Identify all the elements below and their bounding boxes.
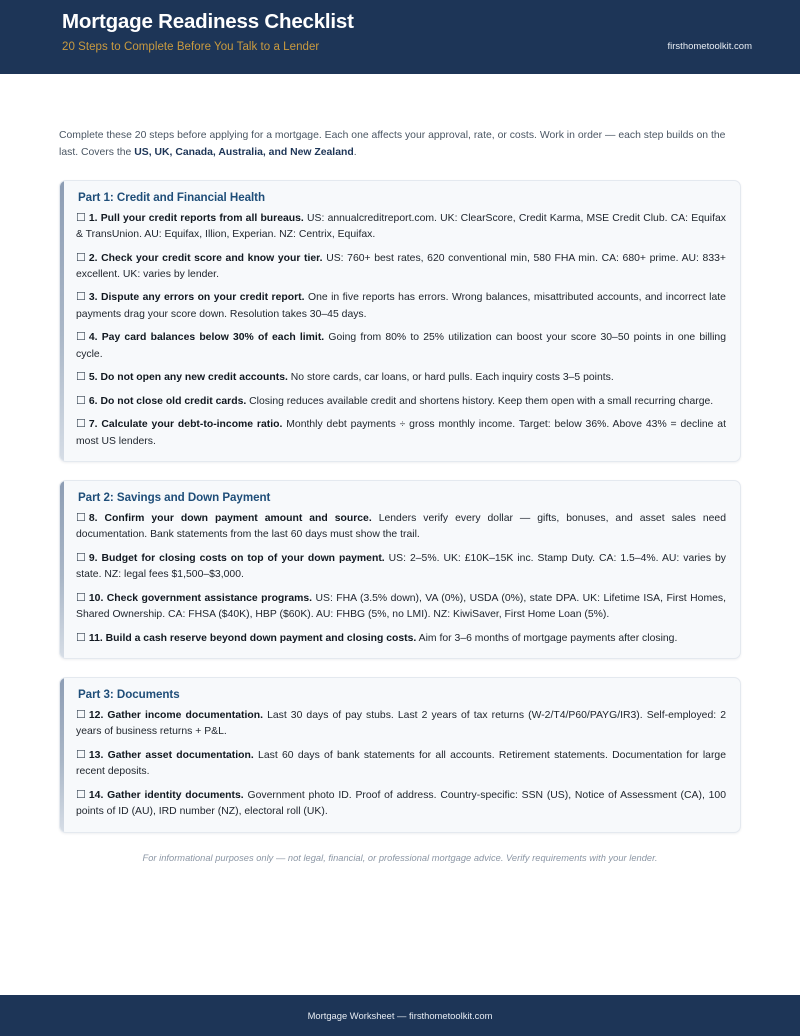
checklist-item[interactable] (76, 590, 726, 624)
checklist-item[interactable] (76, 787, 726, 821)
checklist-item-detail: Going from 80% to 25% utilization can boost your score 30–50 points in one billing cycle. (76, 332, 726, 360)
checkbox-icon[interactable]: ☐ (76, 371, 86, 384)
checklist-item-detail: Monthly debt payments ÷ gross monthly income. Target: below 36%. Above 43% = decline at most US lenders. (76, 419, 726, 447)
checklist-item[interactable] (76, 210, 726, 244)
checklist-item-detail: US: 2–5%. UK: £10K–15K inc. Stamp Duty. CA: 1.5–4%. AU: varies by state. NZ: legal fees $1,500–$3,000. (76, 552, 726, 581)
checklist-item-detail: US: annualcreditreport.com. UK: ClearScore, Credit Karma, MSE Credit Club. CA: Equifax & TransUnion. AU: Equifax, Illion, Experian. NZ: Centrix, Equifax. (76, 212, 726, 241)
checklist-item[interactable] (76, 747, 726, 781)
disclaimer-text: For informational purposes only — not legal, financial, or professional mortgage advice. Verify requirements with your lender. (142, 852, 658, 863)
checklist-item[interactable] (76, 250, 726, 284)
intro-paragraph (59, 128, 741, 162)
checklist-item-title: 1. Pull your credit reports from all bureaus. (88, 212, 304, 224)
checklist-item[interactable] (76, 289, 726, 323)
card-accent-bar (60, 181, 64, 461)
checkbox-icon[interactable]: ☐ (76, 709, 86, 721)
checklist-item-detail: No store cards, car loans, or hard pulls. Each inquiry costs 3–5 points. (290, 372, 614, 384)
section-heading: Part 1: Credit and Financial Health (78, 190, 266, 204)
page-title: Mortgage Readiness Checklist (62, 10, 354, 33)
checklist-card (59, 480, 741, 659)
checklist-item-title: 8. Confirm your down payment amount and source. (88, 512, 372, 524)
checklist-item[interactable] (76, 550, 726, 584)
page-header (0, 0, 800, 74)
intro-text-after: . (353, 146, 357, 158)
checkbox-icon[interactable]: ☐ (76, 788, 86, 801)
checklist-item-detail: US: 760+ best rates, 620 conventional min, 580 FHA min. CA: 680+ prime. AU: 833+ excellent. UK: varies by lender. (76, 252, 726, 280)
intro-countries: US, UK, Canada, Australia, and New Zealand (134, 146, 354, 158)
checklist-item-title: 10. Check government assistance programs. (88, 592, 313, 604)
checklist-item-title: 3. Dispute any errors on your credit report. (88, 292, 305, 304)
checklist-item[interactable] (76, 416, 726, 450)
checklist-item[interactable] (76, 510, 726, 544)
checkbox-icon[interactable]: ☐ (76, 211, 86, 224)
checklist-card (59, 180, 741, 462)
checkbox-icon[interactable]: ☐ (76, 251, 86, 264)
checklist-item-detail: US: FHA (3.5% down), VA (0%), USDA (0%), state DPA. UK: Lifetime ISA, First Homes, Shared Ownership. CA: FHSA ($40K), HBP ($60K). AU: FHBG (5%, no LMI). NZ: KiwiSaver, First Home Loan (5%). (76, 592, 726, 621)
checkbox-icon[interactable]: ☐ (76, 331, 86, 344)
section-heading: Part 2: Savings and Down Payment (78, 490, 271, 504)
checkbox-icon[interactable]: ☐ (76, 591, 86, 604)
checkbox-icon[interactable]: ☐ (76, 748, 86, 761)
checklist-item-title: 2. Check your credit score and know your tier. (88, 252, 323, 264)
checklist-item[interactable] (76, 393, 726, 410)
footer-label: Mortgage Worksheet — firsthometoolkit.com (307, 1010, 493, 1021)
checklist-card (59, 677, 741, 833)
checklist-item-detail: Last 60 days of bank statements for all accounts. Retirement statements. Documentation for large recent deposits. (76, 749, 726, 778)
checklist-item-title: 6. Do not close old credit cards. (88, 395, 247, 407)
checkbox-icon[interactable]: ☐ (76, 511, 86, 524)
checklist-item-detail: Last 30 days of pay stubs. Last 2 years of tax returns (W-2/T4/P60/PAYG/IR3). Self-employed: 2 years of business returns + P&L. (76, 710, 726, 738)
checkbox-icon[interactable]: ☐ (76, 631, 86, 644)
checklist-item[interactable] (76, 707, 726, 741)
site-label: firsthometoolkit.com (667, 41, 752, 52)
section-heading: Part 3: Documents (78, 688, 180, 701)
checklist-sections (59, 180, 741, 833)
card-accent-bar (60, 678, 64, 832)
checklist-item[interactable] (76, 369, 726, 386)
checklist-item-detail: Lenders verify every dollar — gifts, bonuses, and asset sales need documentation. Bank statements from the last 60 days must show the trail. (76, 512, 726, 541)
checklist-item-detail: Government photo ID. Proof of address. Country-specific: SSN (US), Notice of Assessment (CA), 100 points of ID (AU), IRD number (NZ), electoral roll (UK). (76, 789, 726, 818)
checklist-item[interactable] (76, 329, 726, 363)
checklist-item-title: 9. Budget for closing costs on top of your down payment. (88, 552, 385, 564)
checklist-item-title: 11. Build a cash reserve beyond down payment and closing costs. (88, 632, 417, 644)
checklist-item-title: 12. Gather income documentation. (88, 710, 263, 721)
checkbox-icon[interactable]: ☐ (76, 291, 86, 304)
checklist-item-detail: Closing reduces available credit and shortens history. Keep them open with a small recurring charge. (249, 395, 714, 407)
checklist-item-title: 4. Pay card balances below 30% of each limit. (88, 332, 325, 344)
intro-text-before: Complete these 20 steps before applying for a mortgage. Each one affects your approval, rate, or costs. Work in order — each step builds on the last. Covers the (59, 130, 726, 158)
checkbox-icon[interactable]: ☐ (76, 394, 86, 407)
checklist-item-title: 7. Calculate your debt-to-income ratio. (88, 419, 283, 431)
checklist-item-detail: One in five reports has errors. Wrong balances, misattributed accounts, and incorrect late payments drag your score down. Resolution takes 30–45 days. (76, 292, 726, 320)
checklist-item-title: 13. Gather asset documentation. (88, 749, 254, 761)
page-subtitle: 20 Steps to Complete Before You Talk to a Lender (62, 40, 320, 53)
checkbox-icon[interactable]: ☐ (76, 418, 86, 431)
checklist-item-title: 14. Gather identity documents. (88, 789, 244, 801)
checklist-item[interactable] (76, 630, 726, 647)
checkbox-icon[interactable]: ☐ (76, 551, 86, 564)
page-footer (0, 995, 800, 1036)
checklist-item-detail: Aim for 3–6 months of mortgage payments after closing. (418, 632, 678, 644)
document-body (0, 128, 800, 863)
card-accent-bar (60, 481, 64, 658)
checklist-item-title: 5. Do not open any new credit accounts. (88, 372, 288, 384)
